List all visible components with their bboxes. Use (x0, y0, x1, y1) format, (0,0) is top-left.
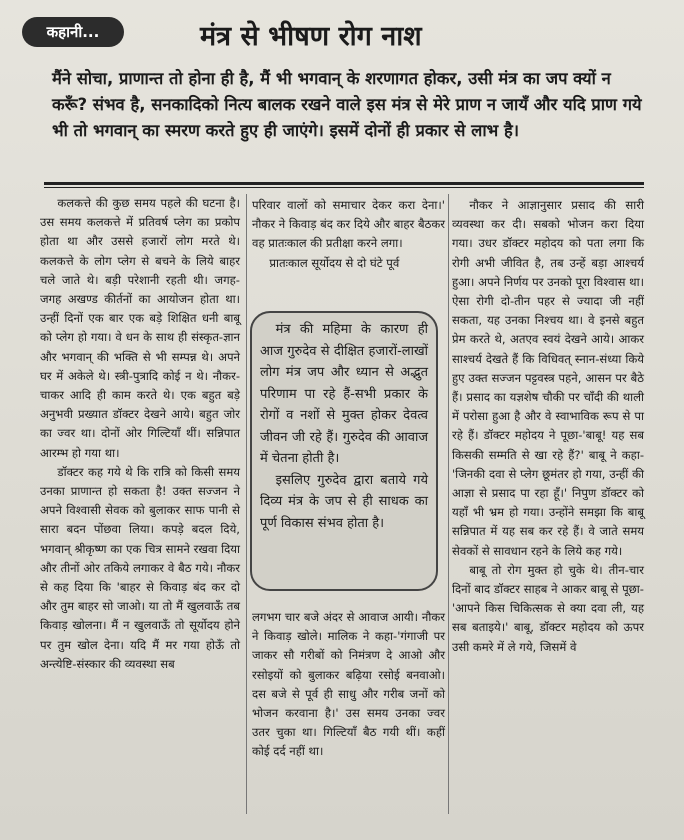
column-divider (246, 194, 247, 814)
column-1-paragraph: कलकत्ते की कुछ समय पहले की घटना है। उस समय कलकत्ते में प्रतिवर्ष प्लेग का प्रकोप होता था और उससे हजारों लोग मरते थे। कलकत्ते के लोग प्लेग से बचने के लिये बाहर चले जाते थे। बड़ी परेशानी रहती थी। जगह-जगह अखण्ड कीर्तनों का आयोजन होता था। उन्हीं दिनों एक बार एक बड़े शिक्षित धनी बाबू को प्लेग हो गया। वे धन के साथ ही संस्कृत-ज्ञान और भगवान् की भक्ति से भी सम्पन्न थे। अपने घर में अकेले थे। स्त्री-पुत्रादि कोई न थे। नौकर-चाकर आदि ही काम करते थे। एक बहुत बड़े अनुभवी प्रख्यात डॉक्टर देखने आये। बहुत जोर का ज्वर था। दोनों ओर गिल्टियाँ थीं। सन्निपात आरम्भ हो गया था। (40, 196, 240, 460)
article-title: मंत्र से भीषण रोग नाश (200, 21, 422, 52)
column-2-paragraph: प्रातःकाल सूर्योदय से दो घंटे पूर्व (269, 255, 400, 270)
column-1 (40, 194, 240, 674)
divider-thick (44, 182, 644, 185)
callout-paragraph: मंत्र की महिमा के कारण ही आज गुरुदेव से दीक्षित हजारों-लाखों लोग मंत्र जप और ध्यान से अद्भुत परिणाम पा रहे हैं-सभी प्रकार के रोगों व नशों से मुक्त होकर देवत्व जीवन जी रहे हैं। गुरुदेव की आवाज में चेतना होती है। (260, 322, 428, 466)
column-3 (452, 196, 644, 657)
column-2-paragraph: परिवार वालों को समाचार देकर करा देना।' नौकर ने किवाड़ बंद कर दिये और बाहर बैठकर वह प्रातःकाल की प्रतीक्षा करने लगा। (252, 198, 445, 251)
intro-paragraph (52, 66, 642, 144)
column-2-bottom (252, 608, 445, 762)
callout-box (250, 311, 438, 591)
section-badge (22, 17, 124, 47)
column-2-paragraph: लगभग चार बजे अंदर से आवाज आयी। नौकर ने किवाड़ खोले। मालिक ने कहा-'गंगाजी पर जाकर सौ गरीबों को निमंत्रण दे आओ और रसोइयों को बुलाकर बढ़िया रसोई बनवाओ। दस बजे से पूर्व ही साधु और गरीब जनों को भोजन करवाना है।' उस समय उनका ज्वर उतर चुका था। गिल्टियाँ बैठ गयी थीं। कहीं कोई दर्द नहीं था। (252, 610, 445, 759)
column-3-paragraph: नौकर ने आज्ञानुसार प्रसाद की सारी व्यवस्था कर दी। सबको भोजन करा दिया गया। उधर डॉक्टर महोदय को पता लगा कि रोगी अभी जीवित है, तब उन्हें बड़ा आश्चर्य हुआ। अपने निर्णय पर उनको पूरा विश्वास था। ऐसा रोगी दो-तीन पहर से ज्यादा जी नहीं सकता, यह उनका निश्चय था। वे इनसे बहुत प्रेम करते थे, अतएव स्वयं देखने आये। आकर साश्चर्य देखते हैं कि विधिवत् स्नान-संध्या किये हुए उक्त सज्जन पट्टवस्त्र पहने, आसन पर बैठे हैं। प्रसाद का यज्ञशेष चौकी पर चाँदी की थाली में परोसा हुआ है और वे स्वाभाविक रूप से पा रहे हैं। डॉक्टर महोदय ने पूछा-'बाबू! यह सब किसकी सम्मति से खा रहे हैं?' बाबू ने कहा-'जिनकी दवा से प्लेग छूमंतर हो गया, उन्हीं की आज्ञा से प्रसाद पा रहा हूँ।' निपुण डॉक्टर को यहाँ भी भ्रम हो गया। उन्होंने समझा कि बाबू सन्निपात में यह सब कर रहे हैं। वे जाते समय सेवकों से सावधान रहने के लिये कह गये। (452, 198, 644, 558)
intro-text: मैंने सोचा, प्राणान्त तो होना ही है, मैं भी भगवान् के शरणागत होकर, उसी मंत्र का जप क्यों न करूँ? संभव है, सनकादिको नित्य बालक रखने वाले इस मंत्र से मेरे प्राण न जायँ और यदि प्राण गये भी तो भगवान् का स्मरण करते हुए ही जाएंगे। इसमें दोनों ही प्रकार से लाभ है। (52, 69, 642, 140)
column-1-paragraph: डॉक्टर कह गये थे कि रात्रि को किसी समय उनका प्राणान्त हो सकता है! उक्त सज्जन ने अपने विश्वासी सेवक को बुलाकर साफ पानी से सारा बदन पोंछवा लिया। कपड़े बदल दिये, भगवान् श्रीकृष्ण का एक चित्र सामने रखवा दिया और तीनों ओर तकिये लगाकर वे बैठ गये। नौकर से कह दिया कि 'बाहर से किवाड़ बंद कर दो और तुम बाहर सो जाओ। या तो मैं खुलवाऊँ तब किवाड़ खोलना। मैं न खुलवाऊँ तो सूर्योदय होने पर तुम खोल देना। यदि मैं मर गया होऊँ तो अन्त्येष्टि-संस्कार की व्यवस्था सब (40, 464, 240, 671)
column-divider (448, 194, 449, 814)
callout-paragraph: इसलिए गुरुदेव द्वारा बताये गये दिव्य मंत्र के जप से ही साधक का पूर्ण विकास संभव होता है। (260, 472, 428, 531)
divider-thin (44, 187, 644, 188)
column-2-top (252, 196, 445, 273)
section-badge-label: कहानी... (46, 23, 100, 41)
column-3-paragraph: बाबू तो रोग मुक्त हो चुके थे। तीन-चार दिनों बाद डॉक्टर साहब ने आकर बाबू से पूछा-'आपने किस चिकित्सक से क्या दवा ली, यह सब बताइये।' बाबू, डॉक्टर महोदय को ऊपर उसी कमरे में ले गये, जिसमें वे (452, 562, 644, 654)
